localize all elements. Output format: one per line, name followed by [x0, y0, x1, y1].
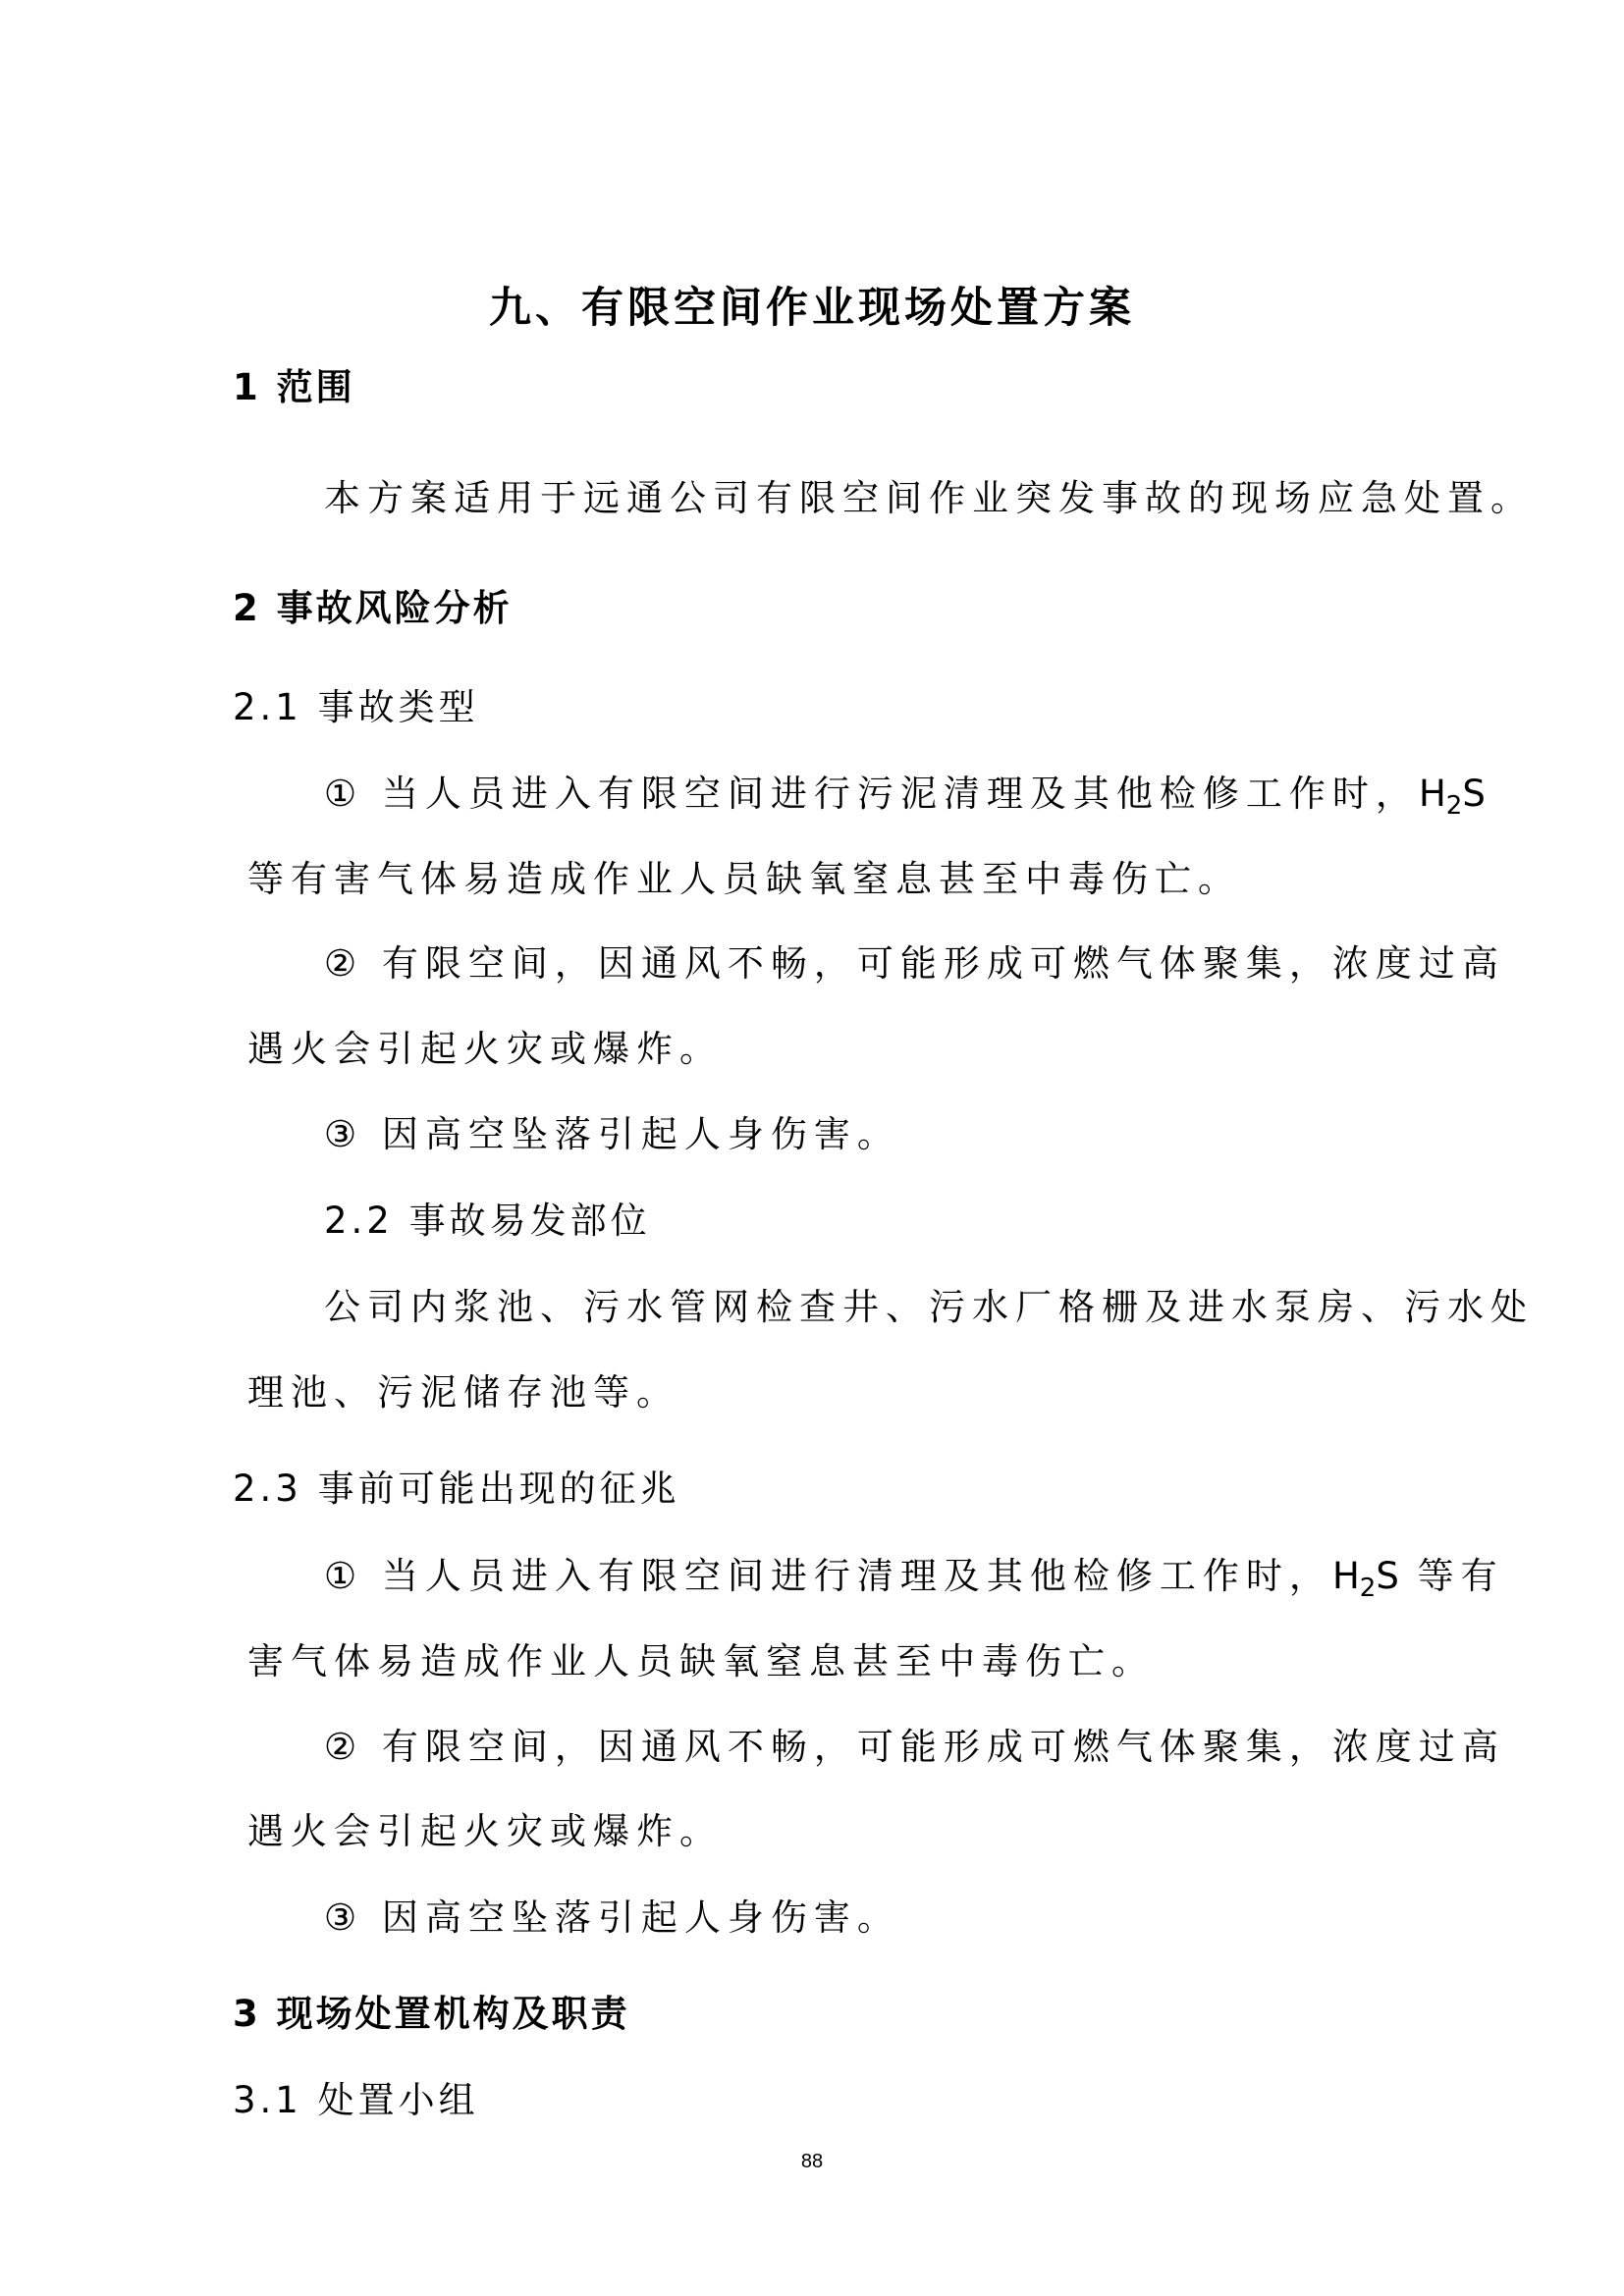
section-2-2-paragraph: 公司内浆池、污水管网检查井、污水厂格栅及进水泵房、污水处	[324, 1286, 1534, 1328]
section-2-1-item-1-continued: 等有害气体易造成作业人员缺氧窒息甚至中毒伤亡。	[247, 858, 1241, 900]
h2s-chemical-h: H	[1418, 773, 1446, 815]
section-2-1-item-1	[324, 773, 1486, 828]
section-2-3-item-1-continued: 害气体易造成作业人员缺氧窒息甚至中毒伤亡。	[247, 1640, 1155, 1682]
section-2-3-item-1-suffix: 等有	[1398, 1555, 1504, 1597]
section-3-heading: 3 现场处置机构及职责	[233, 1993, 630, 2035]
h2s-chemical-s: S	[1376, 1555, 1399, 1597]
page-title: 九、有限空间作业现场处置方案	[489, 284, 1135, 333]
section-2-3-heading: 2.3 事前可能出现的征兆	[233, 1468, 680, 1510]
section-3-1-heading: 3.1 处置小组	[233, 2079, 479, 2121]
section-2-3-item-3: ③ 因高空坠落引起人身伤害。	[324, 1896, 900, 1939]
section-2-1-heading: 2.1 事故类型	[233, 686, 479, 728]
section-1-paragraph: 本方案适用于远通公司有限空间作业突发事故的现场应急处置。	[324, 477, 1534, 519]
section-2-heading: 2 事故风险分析	[233, 587, 513, 629]
h2s-chemical-h: H	[1331, 1555, 1360, 1597]
section-2-2-heading: 2.2 事故易发部位	[324, 1200, 651, 1242]
h2s-chemical-s: S	[1462, 773, 1486, 815]
h2s-subscript: 2	[1359, 1574, 1377, 1603]
section-2-1-item-2: ② 有限空间，因通风不畅，可能形成可燃气体聚集，浓度过高	[324, 942, 1505, 985]
section-2-1-item-1-text: ① 当人员进入有限空间进行污泥清理及其他检修工作时，	[324, 773, 1419, 815]
section-2-1-item-2-continued: 遇火会引起火灾或爆炸。	[247, 1028, 723, 1070]
h2s-subscript: 2	[1445, 791, 1463, 821]
page-number: 88	[800, 2151, 824, 2172]
section-2-3-item-1-text: ① 当人员进入有限空间进行清理及其他检修工作时，	[324, 1555, 1332, 1597]
section-2-3-item-1	[324, 1555, 1504, 1610]
section-2-3-item-2: ② 有限空间，因通风不畅，可能形成可燃气体聚集，浓度过高	[324, 1726, 1505, 1768]
section-2-2-paragraph-continued: 理池、污泥储存池等。	[247, 1371, 679, 1414]
section-2-3-item-2-continued: 遇火会引起火灾或爆炸。	[247, 1810, 723, 1852]
section-1-heading: 1 范围	[233, 366, 355, 408]
section-2-1-item-3: ③ 因高空坠落引起人身伤害。	[324, 1113, 900, 1155]
